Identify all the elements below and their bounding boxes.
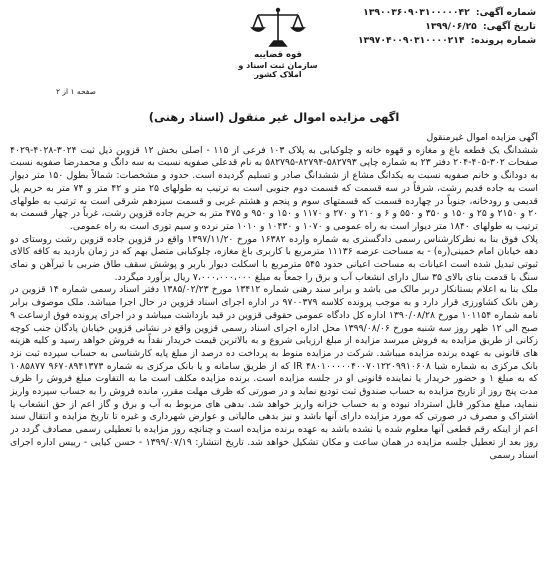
scales-of-justice-icon [248, 6, 308, 50]
notice-title: اگهی مزایده اموال غیر منقول (اسناد رهنی) [148, 110, 400, 124]
org-line-registration: سازمان ثبت اسناد و املاک کشور [238, 61, 318, 79]
org-line-judiciary: قوه قضاییه [254, 50, 302, 60]
notice-meta [340, 6, 536, 48]
judiciary-emblem [236, 6, 320, 79]
body-paragraph-appraisal: پلاک فوق بنا به نظرکارشناس رسمی دادگستری به شماره وارده ۱۶۳۸۲ مورخ ۱۳۹۷/۱۱/۲۰ واقع در قزوین جاده قزوین رشت روستای دو دهه خیابان امام خمینی(ره) - به مساحت عرصه ۱۱۱۳۶ مترمربع با کاربری باغ مغازه، چلوکبابی متصل بهم که در زمان بازدید به کافه کالای ثبوتی تبدیل شده است اعیانات به مساحت اعیانی حدود ۵۴۵ مترمربع با اسکلت دیوار باربر و پوشش سقف طاق ضربی با تیرآهن و نمای سنگ با قدمت بنای بالای ۳۵ سال دارای انشعاب آب و برق را جمعاً به مبلغ ۷،۰۰۰،۰۰۰،۰۰۰ ریال برآورد میگردد. [10, 233, 538, 283]
case-number: ۱۳۹۷۰۴۰۰۹۰۳۱۰۰۰۰۲۱۴ [357, 35, 465, 46]
notice-number: ۱۳۹۰۰۳۶۰۹۰۳۱۰۰۰۰۰۴۲ [363, 7, 470, 18]
case-number-row [340, 34, 536, 48]
page-number: صفحه ۱ از ۲ [56, 87, 96, 96]
body-subheading: آگهی مزایده اموال غیرمنقول [426, 132, 538, 143]
body-paragraph-property: ششدانگ یک قطعه باغ و مغازه و قهوه خانه و چلوکبابی به پلاک ۱۰۳ فرعی از ۱۱۵ - اصلی بخش ۱۲ قزوین ذیل ثبت ۳۰۲۴-۴۰۲۸-۴۰۲۹ صفحات ۳۰۲-۴۰۵-۲۰۴ دفتر ۲۳ به شماره چاپی ۵۸۲۷۹۳-۸۲۷۹۴-۵۸۲۷۹۵ به نام قدعلی صفویه نسبت به سه دانگ و محمدرضا صفویه نسبت به دودانگ و خانم صفویه نسبت به یکدانگ مشاع از ششدانگ صادر و تسلیم گردیده است. حدود و مشخصات: شمالاً بطول ۱۵۰ متر دیوار است به جاده قدیم رشت، شرقاً در سه قسمت که قسمت دوم جنوبی است به ترتیب به طولهای ۲۵ متر و ۴۲ متر و ۷۴ متر به حریم پل قدیمی و رودخانه، جنوباً در چهارده قسمت که قسمتهای سوم و پنجم و هشتم غربی و قسمت سیزدهم شرقی است به ترتیب به طولهای ۲۰ و ۲۱۵۰ و ۲۵ و ۱۵۰ و ۳۵۰ و ۵۵۰ و ۶ و ۲۱۰ و ۲۷۰ و ۱۱۷۰ و ۱۵۰ و ۹۵۰ و ۴۷۵ متر به حریم جاده قزوین رشت، غرباً در چهار قسمت به ترتیب به طولهای ۱۸۴۰ متر دیوار است به راه عمومی و ۱۰۷۰ و ۱۰۴۳۰ و ۱۰۱۰ متر نرده و سیم توری است به راه عمومی. [10, 144, 538, 232]
notice-body [10, 132, 538, 572]
notice-date-row [340, 20, 536, 34]
notice-date: ۱۳۹۹/۰۶/۲۵ [425, 21, 477, 32]
case-number-label: شماره پرونده: [470, 35, 536, 46]
notice-number-row [340, 6, 536, 20]
notice-date-label: تاریخ آگهی: [483, 21, 536, 32]
body-paragraph-auction-terms: ملک بنا به اعلام بستانکار دربر مالک می باشد و برابر سند رهنی شماره ۱۳۴۱۲ مورخ ۱۳۸۵/۰۲/۲۳ دفتر اسناد رسمی شماره ۱۴ قزوین در رهن بانک کشاورزی قرار دارد و به موجب پرونده کلاسه ۹۷۰۰۳۷۹ در اداره اجرای اسناد قزوین در حال اجرا میباشد. ملک موصوف برابر نامه شماره ۱۰۱۱۵۴ مورخ ۱۳۹۰/۰۸/۲۸ اداره کل دادگاه عمومی حقوقی قزوین در قید بازداشت میباشد و در اجرای پرونده فوق ازساعت ۹ صبح الی ۱۲ ظهر روز سه شنبه مورخ ۱۳۹۹/۰۸/۰۶ محل اداره اجرای اسناد رسمی قزوین واقع در نشانی قزوین خیابان پادگان جنب کوچه زکانی از طریق مزایده به فروش میرسد مزایده از مبلغ ارزیابی شروع و به بالاترین قیمت خریدار نقداً به فروش خواهد رسید و کلیه هزینه های قانونی به عهده برنده مزایده میباشد. شرکت در مزایده منوط به پرداخت ده درصد از مبلغ پایه کارشناسی به حساب سپرده ثبت نزد بانک مرکزی به شماره شبا IR ۴۸۰۱۰۰۰۰۰۴۰۰۷۰۱۲۲۰۹۹۱۰۶۰۸ که از طریق سامانه و یا بانک مرکزی به شماره ۹۶۷۰۸۹۴۱۳۷۳ ۱۰۸۵۸۷۷ که به مبلغ ۱ و حضور خریدار یا نماینده قانونی او در جلسه مزایده است. برنده مزایده مکلف است ما به التفاوت مبلغ فروش را ظرف مدت پنج روز از تاریخ مزایده به حساب صندوق ثبت تودیع نماید و در صورتی که ظرف مهلت مقرر، مانده فروش را به حساب سپرده واریز ننماید، مبلغ مذکور قابل استرداد نبوده و به حساب خزانه واریز خواهد شد. بدهی های مربوط به آب و برق و گاز اعم از حق انشعاب یا اشتراک و مصرف در صورتی که مورد مزایده دارای آنها باشد و نیز بدهی مالیاتی و عوارض شهرداری و غیره تا تاریخ مزایده و انتقال سند اعم از اینکه رقم قطعی آنها معلوم شده یا نشده باشد به عهده برنده مزایده است و چنانچه روز مزایده با تعطیلی رسمی مصادف گردد در روز بعد از تعطیل جلسه مزایده در همان ساعت و مکان تشکیل خواهد شد. تاریخ انتشار: ۱۳۹۹/۰۷/۱۹ - حسن کیایی - رییس اداره اجرای اسناد رسمی [10, 284, 538, 461]
notice-number-label: شماره آگهی: [475, 7, 536, 18]
